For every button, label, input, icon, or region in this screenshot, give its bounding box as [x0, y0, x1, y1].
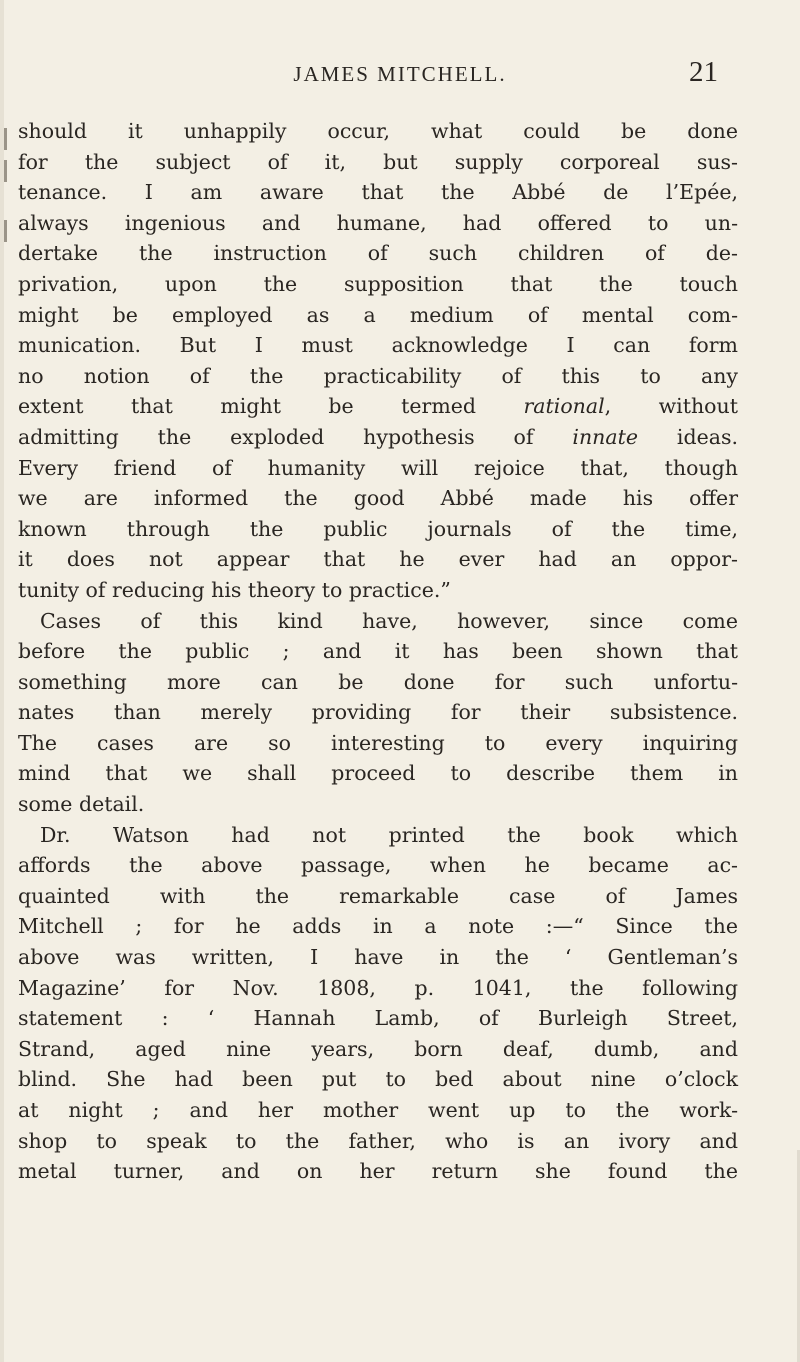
text-line: tenance. I am aware that the Abbé de l’Epée, — [18, 180, 738, 205]
text-line: should it unhappily occur, what could be done — [18, 119, 738, 143]
text-line: privation, upon the supposition that the touch — [18, 271, 738, 296]
text-line: Magazine’ for Nov. 1808, p. 1041, the following — [18, 975, 738, 1000]
text-line: for the subject of it, but supply corporeal sus- — [18, 149, 738, 174]
margin-mark — [4, 220, 7, 242]
text-line: nates than merely providing for their subsistence. — [18, 700, 738, 725]
text-line — [18, 391, 738, 422]
page-edge — [0, 0, 4, 1362]
text-line: known through the public journals of the time, — [18, 516, 738, 541]
text-line: munication. But I must acknowledge I can form — [18, 333, 738, 358]
text-line: blind. She had been put to bed about nine o’clock — [18, 1067, 738, 1092]
text-line: Strand, aged nine years, born deaf, dumb, and — [18, 1036, 738, 1061]
text-line: Mitchell ; for he adds in a note :—“ Since the — [18, 914, 738, 939]
italic-word: innate — [572, 424, 638, 449]
text-line: no notion of the practicability of this to any — [18, 363, 738, 388]
page-number: 21 — [689, 56, 718, 88]
text-segment: admitting the exploded hypothesis of — [18, 424, 534, 449]
text-line: we are informed the good Abbé made his offer — [18, 486, 738, 511]
text-line: Cases of this kind have, however, since come — [40, 608, 738, 633]
text-line: tunity of reducing his theory to practice.” — [18, 577, 451, 602]
text-line: might be employed as a medium of mental com- — [18, 302, 738, 327]
running-head — [0, 56, 800, 96]
text-line: statement : ‘ Hannah Lamb, of Burleigh Street, — [18, 1006, 738, 1031]
text-line: some detail. — [18, 792, 145, 817]
text-line: Every friend of humanity will rejoice that, though — [18, 455, 738, 480]
text-line: it does not appear that he ever had an oppor- — [18, 547, 738, 572]
text-line: quainted with the remarkable case of James — [18, 883, 738, 908]
text-segment: extent that might be termed — [18, 394, 477, 419]
text-segment: , without — [604, 394, 738, 419]
margin-mark — [4, 160, 7, 182]
text-line: something more can be done for such unfortu- — [18, 669, 738, 694]
text-line: shop to speak to the father, who is an ivory and — [18, 1128, 738, 1153]
text-line: Dr. Watson had not printed the book which — [40, 822, 738, 847]
body-text — [18, 116, 738, 1187]
running-title: JAMES MITCHELL. — [293, 62, 507, 86]
italic-word: rational — [523, 394, 605, 419]
text-line: metal turner, and on her return she found the — [18, 1159, 738, 1184]
text-line: dertake the instruction of such children of de- — [18, 241, 738, 266]
text-line: mind that we shall proceed to describe them in — [18, 761, 738, 786]
text-line: before the public ; and it has been shown that — [18, 639, 738, 664]
text-line: above was written, I have in the ‘ Gentleman’s — [18, 945, 738, 970]
text-segment: ideas. — [676, 424, 738, 449]
text-line — [18, 422, 738, 453]
text-line: at night ; and her mother went up to the work- — [18, 1098, 738, 1122]
text-line: affords the above passage, when he became ac- — [18, 853, 738, 878]
margin-mark — [4, 128, 7, 150]
text-line: The cases are so interesting to every inquiring — [18, 730, 738, 755]
text-line: always ingenious and humane, had offered to un- — [18, 210, 738, 235]
